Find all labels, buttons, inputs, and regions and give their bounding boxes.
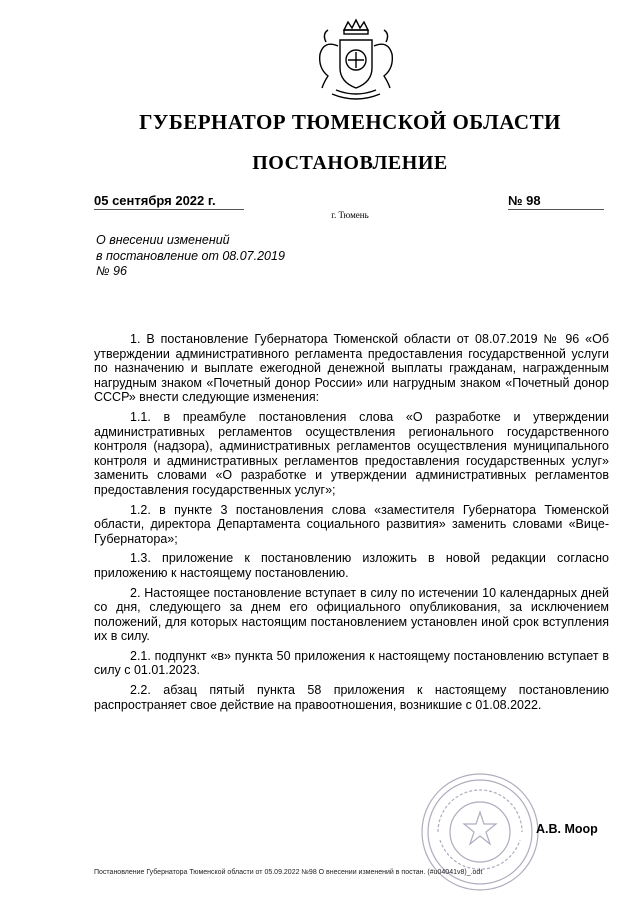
signatory-name: А.В. Моор: [536, 822, 598, 836]
document-type: ПОСТАНОВЛЕНИЕ: [252, 152, 448, 174]
subject-line: в постановление от 08.07.2019: [96, 248, 285, 263]
body-paragraph: 1.3. приложение к постановлению изложить в новой редакции согласно приложению к настоящему постановлению.: [94, 551, 609, 580]
subject-line: О внесении изменений: [96, 233, 230, 247]
body-paragraph: 2.1. подпункт «в» пункта 50 приложения к настоящему постановлению вступает в силу с 01.01.2023.: [94, 648, 609, 678]
document-date: 05 сентября 2022 г.: [94, 193, 244, 210]
authority-title: ГУБЕРНАТОР ТЮМЕНСКОЙ ОБЛАСТИ: [139, 110, 561, 134]
subject-line: № 96: [96, 264, 127, 278]
body-paragraph: 2. Настоящее постановление вступает в силу по истечении 10 календарных дней со дня, следующего за днем его официального опубликования, за исключением положений, для которых настоящим постановлением установлен иной срок вступления их в силу.: [94, 585, 609, 644]
document-city: г. Тюмень: [331, 210, 369, 220]
body-paragraph: 1. В постановление Губернатора Тюменской области от 08.07.2019 № 96 «Об утверждении административного регламента предоставления государственной услуги по назначению и выплате ежегодной денежной выплаты гражданам, награжденным нагрудным знаком «Почетный донор России» или нагрудным знаком «Почетный донор СССР» внести следующие изменения:: [94, 332, 609, 405]
document-number: № 98: [508, 193, 604, 210]
document-subject: [96, 233, 356, 280]
document-footer: Постановление Губернатора Тюменской области от 05.09.2022 №98 О внесении изменений в постан. (#u04041v8)_.odt: [94, 869, 483, 876]
body-paragraph: 2.2. абзац пятый пункта 58 приложения к настоящему постановлению распространяет свое действие на правоотношения, возникшие с 01.08.2022.: [94, 683, 609, 712]
body-paragraph: 1.1. в преамбуле постановления слова «О разработке и утверждении административных регламентов осуществления регионального государственного контроля (надзора), административных регламентов осуществления муниципального контроля и административных регламентов предоставления государственных услуг» заменить словами «О разработке и утверждении административных регламентов предоставления государственных услуг»;: [94, 409, 609, 497]
coat-of-arms-icon: [306, 16, 406, 116]
document-body: [94, 332, 609, 717]
body-paragraph: 1.2. в пункте 3 постановления слова «заместителя Губернатора Тюменской области, директора Департамента социального развития» заменить словами «Вице-Губернатора»;: [94, 502, 609, 546]
